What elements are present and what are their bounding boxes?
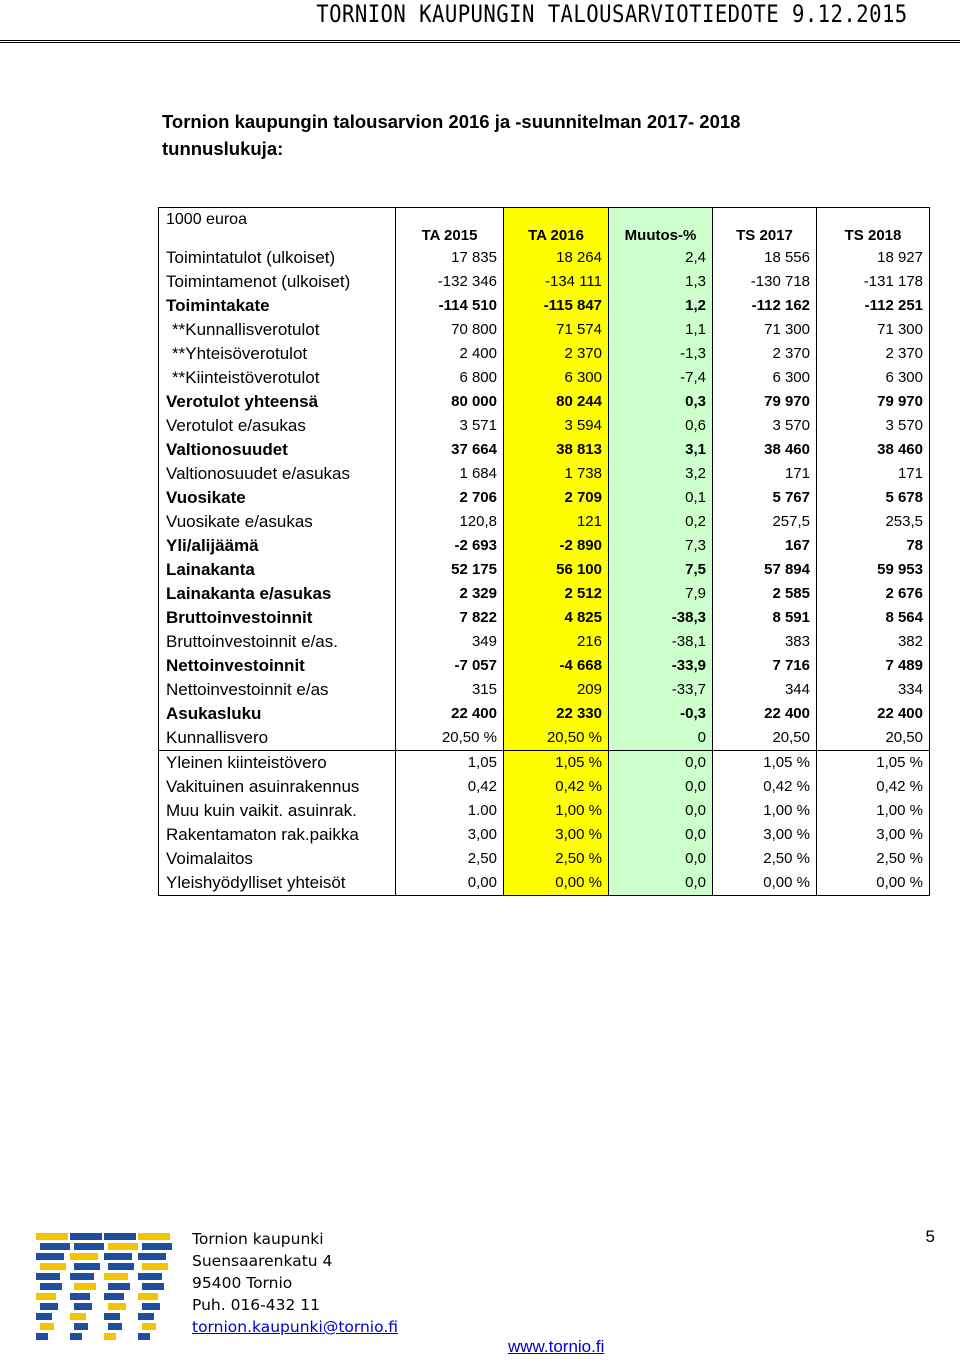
table-cell: 79 970 bbox=[817, 390, 930, 414]
table-cell: 3 570 bbox=[713, 414, 817, 438]
row-label: Kunnallisvero bbox=[159, 726, 396, 751]
logo-stripe bbox=[74, 1283, 96, 1290]
row-label: Lainakanta e/asukas bbox=[159, 582, 396, 606]
table-cell: -0,3 bbox=[609, 702, 713, 726]
table-cell: 344 bbox=[713, 678, 817, 702]
logo-stripe bbox=[40, 1263, 66, 1270]
table-cell: 18 556 bbox=[713, 246, 817, 270]
table-cell: 59 953 bbox=[817, 558, 930, 582]
page-number: 5 bbox=[925, 1227, 935, 1246]
logo-stripe bbox=[70, 1313, 86, 1320]
logo-stripe bbox=[108, 1243, 138, 1250]
table-cell: 6 300 bbox=[504, 366, 609, 390]
column-header: TS 2018 bbox=[817, 208, 930, 247]
table-cell: 22 400 bbox=[817, 702, 930, 726]
table-cell: 3,00 % bbox=[713, 823, 817, 847]
table-cell: 22 400 bbox=[396, 702, 504, 726]
table-row bbox=[159, 342, 930, 366]
table-cell: 1.00 bbox=[396, 799, 504, 823]
table-cell: -33,7 bbox=[609, 678, 713, 702]
logo-stripe bbox=[138, 1273, 162, 1280]
table-cell: 6 300 bbox=[817, 366, 930, 390]
table-cell: 38 460 bbox=[817, 438, 930, 462]
table-cell: 0,2 bbox=[609, 510, 713, 534]
row-label: Toimintamenot (ulkoiset) bbox=[159, 270, 396, 294]
table-cell: 7 716 bbox=[713, 654, 817, 678]
row-label: Verotulot e/asukas bbox=[159, 414, 396, 438]
table-cell: 3 571 bbox=[396, 414, 504, 438]
logo-stripe bbox=[36, 1253, 64, 1260]
table-cell: 0,6 bbox=[609, 414, 713, 438]
table-cell: 71 574 bbox=[504, 318, 609, 342]
table-cell: 2,50 bbox=[396, 847, 504, 871]
table-row bbox=[159, 582, 930, 606]
row-label: Toimintakate bbox=[159, 294, 396, 318]
table-cell: 8 591 bbox=[713, 606, 817, 630]
table-cell: 80 244 bbox=[504, 390, 609, 414]
table-cell: 7 489 bbox=[817, 654, 930, 678]
table-cell: 0,42 % bbox=[504, 775, 609, 799]
table-cell: 253,5 bbox=[817, 510, 930, 534]
logo-stripe bbox=[138, 1253, 166, 1260]
logo-stripe bbox=[40, 1283, 62, 1290]
table-cell: 167 bbox=[713, 534, 817, 558]
table-cell: -112 162 bbox=[713, 294, 817, 318]
table-cell: 1,05 % bbox=[817, 751, 930, 776]
table-cell: 315 bbox=[396, 678, 504, 702]
table-row bbox=[159, 438, 930, 462]
table-cell: 56 100 bbox=[504, 558, 609, 582]
table-row bbox=[159, 510, 930, 534]
table-cell: 6 300 bbox=[713, 366, 817, 390]
row-label: Nettoinvestoinnit bbox=[159, 654, 396, 678]
table-cell: 7,5 bbox=[609, 558, 713, 582]
footer-website-link[interactable]: www.tornio.fi bbox=[508, 1337, 605, 1356]
table-cell: -132 346 bbox=[396, 270, 504, 294]
table-cell: 349 bbox=[396, 630, 504, 654]
logo-stripe bbox=[104, 1273, 128, 1280]
table-cell: 57 894 bbox=[713, 558, 817, 582]
table-cell: 22 330 bbox=[504, 702, 609, 726]
row-label: Valtionosuudet bbox=[159, 438, 396, 462]
logo-stripe bbox=[104, 1233, 136, 1240]
row-label: **Kunnallisverotulot bbox=[159, 318, 396, 342]
table-cell: -38,1 bbox=[609, 630, 713, 654]
table-cell: 3,00 % bbox=[504, 823, 609, 847]
table-cell: 2,4 bbox=[609, 246, 713, 270]
logo-stripe bbox=[40, 1303, 58, 1310]
row-label: Vuosikate bbox=[159, 486, 396, 510]
table-cell: 2 709 bbox=[504, 486, 609, 510]
table-cell: 2 370 bbox=[817, 342, 930, 366]
logo-stripe bbox=[74, 1323, 88, 1330]
table-cell: 3,1 bbox=[609, 438, 713, 462]
row-label: Valtionosuudet e/asukas bbox=[159, 462, 396, 486]
table-cell: 171 bbox=[817, 462, 930, 486]
table-cell: 7,9 bbox=[609, 582, 713, 606]
table-cell: 0,00 % bbox=[817, 871, 930, 896]
table-cell: 1,1 bbox=[609, 318, 713, 342]
footer-postal: 95400 Tornio bbox=[192, 1274, 293, 1292]
logo-stripe bbox=[70, 1253, 98, 1260]
table-cell: -115 847 bbox=[504, 294, 609, 318]
table-cell: 1,00 % bbox=[713, 799, 817, 823]
logo-stripe bbox=[74, 1303, 92, 1310]
document-title bbox=[162, 108, 922, 162]
table-cell: 7 822 bbox=[396, 606, 504, 630]
table-cell: 22 400 bbox=[713, 702, 817, 726]
row-label: Yleishyödylliset yhteisöt bbox=[159, 871, 396, 896]
table-cell: -4 668 bbox=[504, 654, 609, 678]
table-cell: 0 bbox=[609, 726, 713, 751]
table-row bbox=[159, 871, 930, 896]
table-cell: 0,42 bbox=[396, 775, 504, 799]
footer-email-link[interactable]: tornion.kaupunki@tornio.fi bbox=[192, 1318, 399, 1336]
row-label: Voimalaitos bbox=[159, 847, 396, 871]
row-label: Rakentamaton rak.paikka bbox=[159, 823, 396, 847]
logo-stripe bbox=[36, 1313, 52, 1320]
table-cell: 38 460 bbox=[713, 438, 817, 462]
logo-stripe bbox=[36, 1233, 68, 1240]
table-cell: -134 111 bbox=[504, 270, 609, 294]
table-row bbox=[159, 414, 930, 438]
table-row bbox=[159, 246, 930, 270]
table-cell: 3 570 bbox=[817, 414, 930, 438]
logo-stripe bbox=[142, 1283, 164, 1290]
row-label: Verotulot yhteensä bbox=[159, 390, 396, 414]
table-cell: 0,42 % bbox=[713, 775, 817, 799]
logo-stripe bbox=[104, 1293, 124, 1300]
table-cell: 1,05 bbox=[396, 751, 504, 776]
logo-stripe bbox=[142, 1263, 168, 1270]
table-cell: 2 706 bbox=[396, 486, 504, 510]
table-cell: 20,50 bbox=[713, 726, 817, 751]
budget-rows bbox=[159, 246, 930, 896]
logo-stripe bbox=[138, 1333, 150, 1340]
column-header: Muutos-% bbox=[609, 208, 713, 247]
row-label: Vakituinen asuinrakennus bbox=[159, 775, 396, 799]
table-row bbox=[159, 606, 930, 630]
logo-stripe bbox=[40, 1243, 70, 1250]
table-cell: 71 300 bbox=[817, 318, 930, 342]
table-cell: -114 510 bbox=[396, 294, 504, 318]
table-cell: 80 000 bbox=[396, 390, 504, 414]
logo-stripe bbox=[40, 1323, 54, 1330]
row-label: Vuosikate e/asukas bbox=[159, 510, 396, 534]
row-label: Toimintatulot (ulkoiset) bbox=[159, 246, 396, 270]
table-cell: 0,3 bbox=[609, 390, 713, 414]
table-cell: 2 329 bbox=[396, 582, 504, 606]
table-cell: 6 800 bbox=[396, 366, 504, 390]
table-cell: -38,3 bbox=[609, 606, 713, 630]
row-label: Yleinen kiinteistövero bbox=[159, 751, 396, 776]
table-cell: -7,4 bbox=[609, 366, 713, 390]
table-row bbox=[159, 799, 930, 823]
table-cell: 20,50 % bbox=[396, 726, 504, 751]
logo-stripe bbox=[70, 1293, 90, 1300]
logo-stripe bbox=[108, 1283, 130, 1290]
table-cell: 3,00 % bbox=[817, 823, 930, 847]
logo-stripe bbox=[142, 1243, 172, 1250]
table-cell: 78 bbox=[817, 534, 930, 558]
table-cell: 1 738 bbox=[504, 462, 609, 486]
document-title-line1: Tornion kaupungin talousarvion 2016 ja -suunnitelman 2017- 2018 bbox=[162, 111, 741, 132]
logo-stripe bbox=[36, 1333, 48, 1340]
table-cell: -2 890 bbox=[504, 534, 609, 558]
table-row bbox=[159, 318, 930, 342]
table-cell: 120,8 bbox=[396, 510, 504, 534]
table-row bbox=[159, 630, 930, 654]
header-title: TORNION KAUPUNGIN TALOUSARVIOTIEDOTE 9.12.2015 bbox=[316, 0, 908, 28]
table-cell: -112 251 bbox=[817, 294, 930, 318]
table-cell: 0,00 bbox=[396, 871, 504, 896]
table-cell: 3 594 bbox=[504, 414, 609, 438]
logo-stripe bbox=[70, 1273, 94, 1280]
logo-stripe bbox=[36, 1273, 60, 1280]
table-cell: -2 693 bbox=[396, 534, 504, 558]
table-cell: 1,00 % bbox=[817, 799, 930, 823]
unit-label: 1000 euroa bbox=[159, 208, 396, 247]
table-row bbox=[159, 751, 930, 776]
table-cell: 3,2 bbox=[609, 462, 713, 486]
table-cell: -1,3 bbox=[609, 342, 713, 366]
table-cell: 79 970 bbox=[713, 390, 817, 414]
table-cell: 2,50 % bbox=[817, 847, 930, 871]
table-row bbox=[159, 534, 930, 558]
logo-stripe bbox=[104, 1333, 116, 1340]
table-row bbox=[159, 726, 930, 751]
table-cell: 17 835 bbox=[396, 246, 504, 270]
tornio-logo bbox=[36, 1233, 172, 1343]
table-cell: 1,05 % bbox=[504, 751, 609, 776]
footer-phone: Puh. 016-432 11 bbox=[192, 1296, 320, 1314]
logo-stripe bbox=[142, 1323, 156, 1330]
table-cell: 2 400 bbox=[396, 342, 504, 366]
column-header: TA 2015 bbox=[396, 208, 504, 247]
table-cell: 0,0 bbox=[609, 823, 713, 847]
row-label: **Kiinteistöverotulot bbox=[159, 366, 396, 390]
logo-stripe bbox=[74, 1263, 100, 1270]
row-label: Bruttoinvestoinnit e/as. bbox=[159, 630, 396, 654]
logo-stripe bbox=[104, 1313, 120, 1320]
row-label: Muu kuin vaikit. asuinrak. bbox=[159, 799, 396, 823]
table-row bbox=[159, 775, 930, 799]
row-label: Bruttoinvestoinnit bbox=[159, 606, 396, 630]
table-cell: 20,50 % bbox=[504, 726, 609, 751]
table-cell: 18 264 bbox=[504, 246, 609, 270]
table-cell: -131 178 bbox=[817, 270, 930, 294]
table-cell: 4 825 bbox=[504, 606, 609, 630]
table-cell: -130 718 bbox=[713, 270, 817, 294]
logo-stripe bbox=[108, 1263, 134, 1270]
table-cell: 2 370 bbox=[504, 342, 609, 366]
table-cell: 71 300 bbox=[713, 318, 817, 342]
table-cell: 121 bbox=[504, 510, 609, 534]
footer-address bbox=[192, 1228, 398, 1338]
table-cell: 0,00 % bbox=[713, 871, 817, 896]
table-cell: 382 bbox=[817, 630, 930, 654]
table-row bbox=[159, 823, 930, 847]
row-label: **Yhteisöverotulot bbox=[159, 342, 396, 366]
table-row bbox=[159, 390, 930, 414]
logo-stripe bbox=[142, 1303, 160, 1310]
logo-stripe bbox=[36, 1293, 56, 1300]
table-cell: 0,00 % bbox=[504, 871, 609, 896]
logo-stripe bbox=[70, 1233, 102, 1240]
footer-street: Suensaarenkatu 4 bbox=[192, 1252, 333, 1270]
row-label: Yli/alijäämä bbox=[159, 534, 396, 558]
table-cell: 171 bbox=[713, 462, 817, 486]
table-cell: 20,50 bbox=[817, 726, 930, 751]
column-header: TA 2016 bbox=[504, 208, 609, 247]
table-header-row bbox=[159, 208, 930, 247]
table-cell: 0,42 % bbox=[817, 775, 930, 799]
table-cell: 2,50 % bbox=[713, 847, 817, 871]
table-cell: 1,3 bbox=[609, 270, 713, 294]
table-cell: 38 813 bbox=[504, 438, 609, 462]
logo-stripe bbox=[74, 1243, 104, 1250]
table-cell: 0,0 bbox=[609, 775, 713, 799]
table-cell: 1,00 % bbox=[504, 799, 609, 823]
table-cell: 209 bbox=[504, 678, 609, 702]
table-cell: 70 800 bbox=[396, 318, 504, 342]
table-cell: 1,2 bbox=[609, 294, 713, 318]
document-title-line2: tunnuslukuja: bbox=[162, 138, 284, 159]
table-cell: 0,0 bbox=[609, 751, 713, 776]
table-cell: 2 585 bbox=[713, 582, 817, 606]
column-header: TS 2017 bbox=[713, 208, 817, 247]
table-cell: 1,05 % bbox=[713, 751, 817, 776]
table-cell: 383 bbox=[713, 630, 817, 654]
footer-org-name: Tornion kaupunki bbox=[192, 1230, 324, 1248]
page-header bbox=[0, 0, 960, 43]
table-row bbox=[159, 847, 930, 871]
table-cell: 18 927 bbox=[817, 246, 930, 270]
table-cell: -7 057 bbox=[396, 654, 504, 678]
table-cell: 0,1 bbox=[609, 486, 713, 510]
table-cell: 2 370 bbox=[713, 342, 817, 366]
logo-stripe bbox=[138, 1313, 154, 1320]
table-cell: 5 767 bbox=[713, 486, 817, 510]
table-cell: 216 bbox=[504, 630, 609, 654]
table-row bbox=[159, 558, 930, 582]
table-cell: 5 678 bbox=[817, 486, 930, 510]
table-row bbox=[159, 678, 930, 702]
table-cell: 0,0 bbox=[609, 847, 713, 871]
table-row bbox=[159, 270, 930, 294]
table-cell: 2,50 % bbox=[504, 847, 609, 871]
row-label: Asukasluku bbox=[159, 702, 396, 726]
table-row bbox=[159, 462, 930, 486]
table-cell: 52 175 bbox=[396, 558, 504, 582]
table-cell: 334 bbox=[817, 678, 930, 702]
table-cell: 3,00 bbox=[396, 823, 504, 847]
budget-table bbox=[158, 207, 930, 896]
table-row bbox=[159, 654, 930, 678]
table-cell: 1 684 bbox=[396, 462, 504, 486]
row-label: Nettoinvestoinnit e/as bbox=[159, 678, 396, 702]
logo-stripe bbox=[70, 1333, 82, 1340]
table-cell: -33,9 bbox=[609, 654, 713, 678]
logo-stripe bbox=[138, 1293, 158, 1300]
table-cell: 0,0 bbox=[609, 871, 713, 896]
table-cell: 257,5 bbox=[713, 510, 817, 534]
table-row bbox=[159, 294, 930, 318]
logo-stripe bbox=[104, 1253, 132, 1260]
table-cell: 0,0 bbox=[609, 799, 713, 823]
table-cell: 2 512 bbox=[504, 582, 609, 606]
table-cell: 7,3 bbox=[609, 534, 713, 558]
table-cell: 37 664 bbox=[396, 438, 504, 462]
logo-stripe bbox=[108, 1323, 122, 1330]
logo-stripe bbox=[138, 1233, 170, 1240]
row-label: Lainakanta bbox=[159, 558, 396, 582]
table-cell: 8 564 bbox=[817, 606, 930, 630]
table-cell: 2 676 bbox=[817, 582, 930, 606]
table-row bbox=[159, 366, 930, 390]
table-row bbox=[159, 702, 930, 726]
logo-stripe bbox=[108, 1303, 126, 1310]
table-row bbox=[159, 486, 930, 510]
